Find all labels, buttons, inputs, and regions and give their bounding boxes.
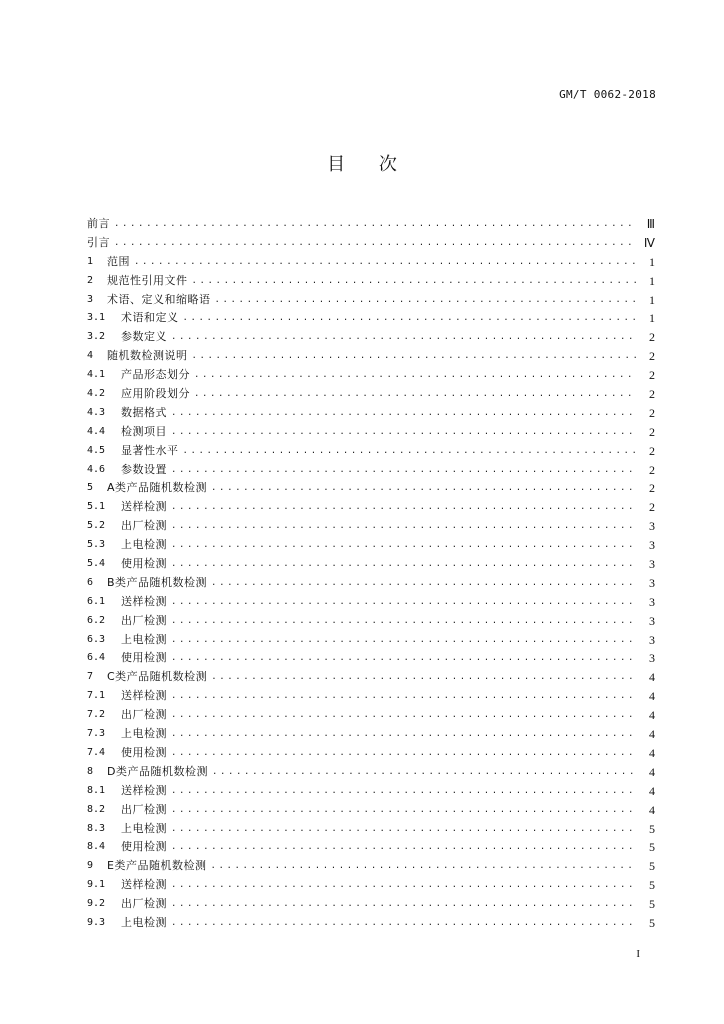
dot-leader bbox=[194, 385, 637, 404]
toc-entry-title: B类产品随机数检测 bbox=[107, 575, 208, 589]
toc-entry-title: D类产品随机数检测 bbox=[107, 764, 208, 778]
dot-leader bbox=[171, 593, 637, 612]
dot-leader bbox=[171, 876, 637, 895]
dot-leader bbox=[171, 423, 637, 442]
toc-entry[interactable] bbox=[87, 366, 655, 385]
toc-entry-number: 9 bbox=[87, 860, 94, 872]
dot-leader bbox=[171, 782, 637, 801]
toc-entry-title: 上电检测 bbox=[121, 538, 167, 552]
dot-leader bbox=[114, 234, 637, 253]
toc-entry[interactable] bbox=[87, 423, 655, 442]
toc-entry-title: A类产品随机数检测 bbox=[107, 481, 208, 495]
toc-entry[interactable] bbox=[87, 215, 655, 234]
toc-entry-title: 送样检测 bbox=[121, 689, 167, 703]
toc-entry[interactable] bbox=[87, 404, 655, 423]
toc-entry-title: 送样检测 bbox=[121, 783, 167, 797]
toc-entry-page: 2 bbox=[649, 500, 655, 515]
dot-leader bbox=[211, 479, 637, 498]
toc-entry-page: 2 bbox=[649, 443, 655, 458]
toc-entry-number: 5.4 bbox=[87, 558, 106, 570]
toc-entry-page: 4 bbox=[649, 708, 655, 723]
toc-entry-number: 4.6 bbox=[87, 463, 106, 475]
toc-entry-title: 上电检测 bbox=[121, 821, 167, 835]
toc-entry-number: 3.1 bbox=[87, 312, 106, 324]
toc-entry[interactable] bbox=[87, 914, 655, 933]
page-title: 目 次 bbox=[327, 154, 411, 175]
toc-entry-page: 5 bbox=[649, 897, 655, 912]
dot-leader bbox=[171, 744, 637, 763]
toc-entry-page: 4 bbox=[649, 745, 655, 760]
toc-entry-title: 随机数检测说明 bbox=[107, 349, 188, 363]
toc-entry[interactable] bbox=[87, 876, 655, 895]
standard-code: GM/T 0062-2018 bbox=[559, 88, 656, 101]
toc-entry-number: 8 bbox=[87, 765, 94, 777]
toc-entry-title: 送样检测 bbox=[121, 500, 167, 514]
toc-entry-page: 3 bbox=[649, 575, 655, 590]
dot-leader bbox=[171, 801, 637, 820]
toc-entry-number: 2 bbox=[87, 274, 94, 286]
dot-leader bbox=[192, 347, 638, 366]
toc-entry-title: 使用检测 bbox=[121, 840, 167, 854]
toc-entry-title: 前言 bbox=[87, 217, 110, 230]
toc-entry-number: 5.2 bbox=[87, 520, 106, 532]
toc-entry-title: 上电检测 bbox=[121, 632, 167, 646]
toc-entry-page: 2 bbox=[649, 368, 655, 383]
page-number: I bbox=[636, 948, 640, 960]
dot-leader bbox=[171, 725, 637, 744]
toc-entry-page: 3 bbox=[649, 594, 655, 609]
dot-leader bbox=[171, 328, 637, 347]
toc-entry[interactable] bbox=[87, 309, 655, 328]
toc-entry-number: 7.1 bbox=[87, 690, 106, 702]
toc-entry[interactable] bbox=[87, 801, 655, 820]
toc-entry-page: 3 bbox=[649, 557, 655, 572]
toc-entry-page: 4 bbox=[649, 783, 655, 798]
dot-leader bbox=[210, 857, 637, 876]
toc-entry[interactable] bbox=[87, 461, 655, 480]
dot-leader bbox=[171, 820, 637, 839]
toc-entry-title: 上电检测 bbox=[121, 915, 167, 929]
toc-entry-number: 6 bbox=[87, 576, 94, 588]
dot-leader bbox=[194, 366, 637, 385]
toc-entry-page: 2 bbox=[649, 387, 655, 402]
dot-leader bbox=[215, 291, 638, 310]
dot-leader bbox=[134, 253, 637, 272]
toc-entry[interactable] bbox=[87, 555, 655, 574]
toc-entry-page: 2 bbox=[649, 330, 655, 345]
dot-leader bbox=[192, 272, 638, 291]
dot-leader bbox=[183, 309, 638, 328]
toc-entry[interactable] bbox=[87, 253, 655, 272]
dot-leader bbox=[114, 215, 637, 234]
toc-entry-number: 4.4 bbox=[87, 425, 106, 437]
toc-entry-title: 参数设置 bbox=[121, 462, 167, 476]
toc-entry-page: 4 bbox=[649, 764, 655, 779]
toc-entry[interactable] bbox=[87, 687, 655, 706]
toc-entry-number: 1 bbox=[87, 255, 94, 267]
toc-entry-page: 5 bbox=[649, 840, 655, 855]
toc-entry-title: 出厂检测 bbox=[121, 519, 167, 533]
toc-entry-title: 上电检测 bbox=[121, 727, 167, 741]
toc-entry[interactable] bbox=[87, 234, 655, 253]
toc-entry[interactable] bbox=[87, 498, 655, 517]
toc-entry-number: 8.4 bbox=[87, 841, 106, 853]
toc-entry-page: 5 bbox=[649, 878, 655, 893]
toc-entry-number: 8.1 bbox=[87, 784, 106, 796]
toc-entry[interactable] bbox=[87, 272, 655, 291]
toc-entry[interactable] bbox=[87, 725, 655, 744]
toc-entry-number: 6.3 bbox=[87, 633, 106, 645]
toc-entry-page: 4 bbox=[649, 670, 655, 685]
dot-leader bbox=[171, 914, 637, 933]
toc-entry-title: 显著性水平 bbox=[121, 443, 179, 457]
toc-entry[interactable] bbox=[87, 820, 655, 839]
toc-entry-title: 出厂检测 bbox=[121, 802, 167, 816]
toc-entry-number: 5.3 bbox=[87, 539, 106, 551]
toc-entry-page: 1 bbox=[649, 273, 655, 288]
toc-entry-number: 9.1 bbox=[87, 879, 106, 891]
toc-entry-title: 使用检测 bbox=[121, 557, 167, 571]
toc-entry[interactable] bbox=[87, 442, 655, 461]
dot-leader bbox=[171, 687, 637, 706]
toc-entry[interactable] bbox=[87, 328, 655, 347]
toc-entry-title: C类产品随机数检测 bbox=[107, 670, 208, 684]
toc-entry-number: 6.2 bbox=[87, 614, 106, 626]
dot-leader bbox=[183, 442, 638, 461]
dot-leader bbox=[171, 517, 637, 536]
toc-entry-title: 引言 bbox=[87, 235, 110, 249]
toc-entry-number: 7 bbox=[87, 671, 94, 683]
toc-entry-page: 3 bbox=[649, 519, 655, 534]
dot-leader bbox=[212, 763, 637, 782]
toc-entry-title: 出厂检测 bbox=[121, 708, 167, 722]
toc-entry-number: 5 bbox=[87, 482, 94, 494]
toc-entry-title: 出厂检测 bbox=[121, 897, 167, 911]
toc-entry-number: 6.1 bbox=[87, 595, 106, 607]
toc-entry[interactable] bbox=[87, 895, 655, 914]
toc-entry-title: E类产品随机数检测 bbox=[107, 859, 207, 873]
toc-entry-number: 5.1 bbox=[87, 501, 106, 513]
toc-entry-page: Ⅳ bbox=[643, 235, 655, 250]
toc-entry[interactable] bbox=[87, 838, 655, 857]
toc-entry[interactable] bbox=[87, 574, 655, 593]
toc-entry-title: 送样检测 bbox=[121, 878, 167, 892]
toc-entry-page: 3 bbox=[649, 613, 655, 628]
toc-entry[interactable] bbox=[87, 517, 655, 536]
toc-entry-number: 4 bbox=[87, 350, 94, 362]
toc-entry-title: 使用检测 bbox=[121, 651, 167, 665]
toc-entry-number: 3 bbox=[87, 293, 94, 305]
dot-leader bbox=[211, 668, 637, 687]
toc-entry-title: 范围 bbox=[107, 254, 130, 268]
toc-entry[interactable] bbox=[87, 291, 655, 310]
dot-leader bbox=[171, 649, 637, 668]
toc-entry[interactable] bbox=[87, 763, 655, 782]
toc-entry-number: 7.2 bbox=[87, 709, 106, 721]
dot-leader bbox=[171, 838, 637, 857]
toc-entry-title: 产品形态划分 bbox=[121, 368, 190, 382]
toc-entry-page: 2 bbox=[649, 424, 655, 439]
table-of-contents bbox=[87, 215, 655, 933]
toc-entry-page: 3 bbox=[649, 651, 655, 666]
toc-entry-page: Ⅲ bbox=[646, 217, 655, 231]
toc-entry-page: 3 bbox=[649, 538, 655, 553]
toc-entry-page: 1 bbox=[649, 292, 655, 307]
dot-leader bbox=[171, 498, 637, 517]
toc-entry[interactable] bbox=[87, 593, 655, 612]
dot-leader bbox=[171, 631, 637, 650]
toc-entry-page: 2 bbox=[649, 462, 655, 477]
toc-entry-title: 送样检测 bbox=[121, 594, 167, 608]
toc-entry-number: 4.1 bbox=[87, 369, 106, 381]
toc-entry-page: 2 bbox=[649, 405, 655, 420]
dot-leader bbox=[171, 461, 637, 480]
toc-entry-page: 4 bbox=[649, 689, 655, 704]
toc-entry-page: 1 bbox=[649, 254, 655, 269]
toc-entry-number: 8.2 bbox=[87, 803, 106, 815]
toc-entry[interactable] bbox=[87, 612, 655, 631]
toc-entry-title: 使用检测 bbox=[121, 745, 167, 759]
toc-entry-number: 4.2 bbox=[87, 388, 106, 400]
toc-entry[interactable] bbox=[87, 385, 655, 404]
toc-entry-title: 术语和定义 bbox=[121, 311, 179, 325]
toc-entry-number: 8.3 bbox=[87, 822, 106, 834]
toc-entry-title: 检测项目 bbox=[121, 424, 167, 438]
dot-leader bbox=[171, 612, 637, 631]
dot-leader bbox=[171, 555, 637, 574]
toc-entry[interactable] bbox=[87, 857, 655, 876]
toc-entry-number: 7.4 bbox=[87, 746, 106, 758]
toc-entry[interactable] bbox=[87, 706, 655, 725]
toc-entry-page: 4 bbox=[649, 802, 655, 817]
dot-leader bbox=[171, 536, 637, 555]
toc-entry-number: 7.3 bbox=[87, 728, 106, 740]
dot-leader bbox=[171, 895, 637, 914]
toc-entry-number: 6.4 bbox=[87, 652, 106, 664]
toc-entry[interactable] bbox=[87, 782, 655, 801]
toc-entry-page: 5 bbox=[649, 915, 655, 930]
toc-entry[interactable] bbox=[87, 649, 655, 668]
toc-entry-page: 5 bbox=[649, 859, 655, 874]
toc-entry-number: 9.3 bbox=[87, 916, 106, 928]
dot-leader bbox=[171, 706, 637, 725]
toc-entry-page: 2 bbox=[649, 349, 655, 364]
toc-entry-page: 4 bbox=[649, 727, 655, 742]
toc-entry-page: 2 bbox=[649, 481, 655, 496]
toc-entry-number: 9.2 bbox=[87, 898, 106, 910]
toc-entry-page: 5 bbox=[649, 821, 655, 836]
toc-entry[interactable] bbox=[87, 347, 655, 366]
dot-leader bbox=[171, 404, 637, 423]
toc-entry-page: 1 bbox=[649, 311, 655, 326]
dot-leader bbox=[211, 574, 637, 593]
toc-entry-title: 出厂检测 bbox=[121, 613, 167, 627]
toc-entry[interactable] bbox=[87, 536, 655, 555]
toc-entry[interactable] bbox=[87, 479, 655, 498]
toc-entry-title: 参数定义 bbox=[121, 330, 167, 344]
toc-entry-page: 3 bbox=[649, 632, 655, 647]
toc-entry-number: 3.2 bbox=[87, 331, 106, 343]
toc-entry-title: 规范性引用文件 bbox=[107, 273, 188, 287]
toc-entry-number: 4.5 bbox=[87, 444, 106, 456]
toc-entry-number: 4.3 bbox=[87, 406, 106, 418]
toc-entry-title: 数据格式 bbox=[121, 405, 167, 419]
toc-entry-title: 应用阶段划分 bbox=[121, 387, 190, 401]
toc-entry-title: 术语、定义和缩略语 bbox=[107, 292, 211, 306]
toc-entry[interactable] bbox=[87, 668, 655, 687]
toc-entry[interactable] bbox=[87, 744, 655, 763]
toc-entry[interactable] bbox=[87, 631, 655, 650]
